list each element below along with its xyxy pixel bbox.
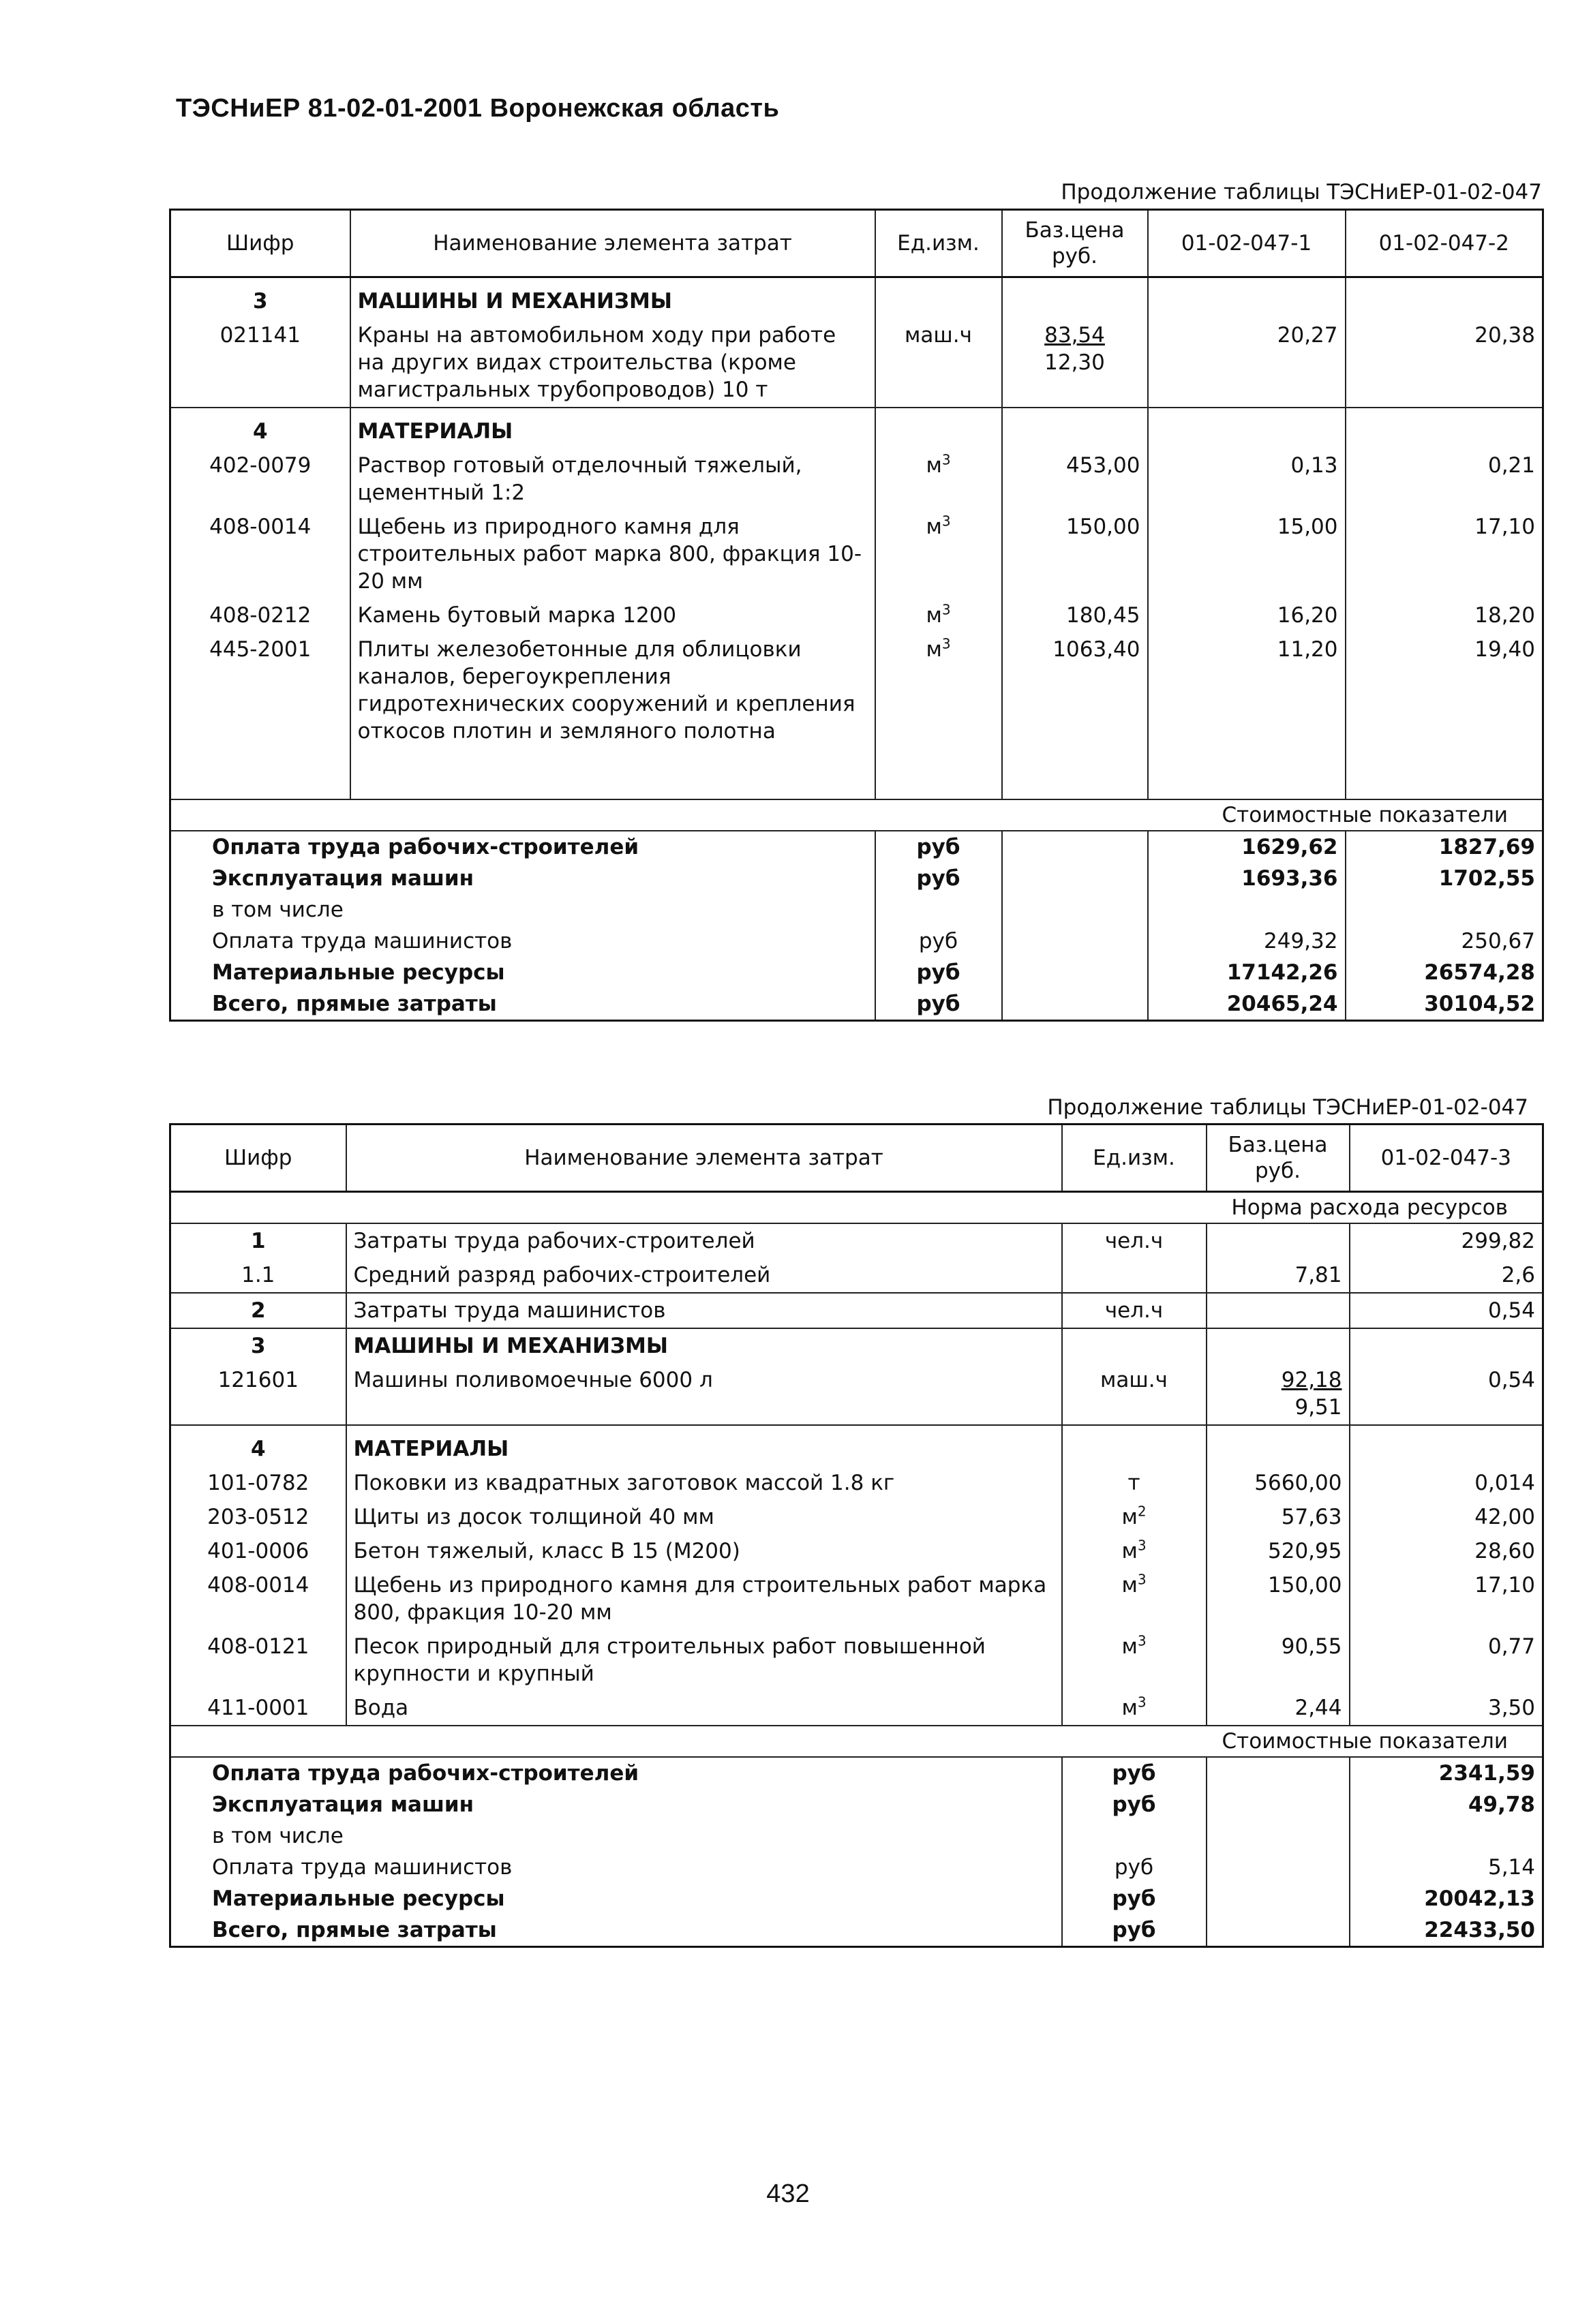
row-unit (1062, 1534, 1207, 1568)
price-machinist-value: 9,51 (1294, 1395, 1342, 1420)
header-col2: 01-02-047-2 (1346, 210, 1543, 277)
table-row (170, 632, 1543, 748)
row-code: 408-0121 (170, 1630, 346, 1691)
table-row (170, 318, 1543, 408)
summary-row (170, 831, 1543, 863)
page-number: 432 (766, 2180, 810, 2208)
row-code: 203-0512 (170, 1500, 346, 1534)
row-name: Затраты труда рабочих-строителей (346, 1223, 1062, 1258)
unit-exponent: 2 (1137, 1503, 1147, 1520)
summary-title: Стоимостные показатели (170, 1726, 1543, 1757)
row-name: Поковки из квадратных заготовок массой 1.8 кг (346, 1466, 1062, 1500)
summary-header-row (170, 799, 1543, 831)
row-code: 101-0782 (170, 1466, 346, 1500)
row-value-col1: 0,13 (1148, 448, 1346, 510)
summary-value-col1: 1629,62 (1148, 831, 1346, 863)
summary-name: в том числе (170, 1820, 1062, 1852)
row-price: 7,81 (1207, 1258, 1350, 1293)
row-value-col1: 0,54 (1350, 1363, 1543, 1425)
row-unit: $м^3$ (875, 448, 1002, 510)
row-value-col2: 0,21 (1346, 448, 1543, 510)
row-name: Песок природный для строительных работ повышенной крупности и крупный (346, 1630, 1062, 1691)
unit-exponent: 3 (1137, 1571, 1147, 1588)
summary-unit: руб (875, 863, 1002, 894)
header-unit: Ед.изм. (1062, 1125, 1207, 1192)
unit-text: м (926, 603, 942, 628)
summary-name: Оплата труда машинистов (170, 926, 875, 957)
row-name: Бетон тяжелый, класс В 15 (М200) (346, 1534, 1062, 1568)
row-unit: $м^3$ (875, 598, 1002, 632)
row-value-col1: 299,82 (1350, 1223, 1543, 1258)
row-name: Машины поливомоечные 6000 л (346, 1363, 1062, 1425)
summary-unit: руб (1062, 1757, 1207, 1789)
row-value-col2: 19,40 (1346, 632, 1543, 748)
row-name: Щиты из досок толщиной 40 мм (346, 1500, 1062, 1534)
section-row (170, 1328, 1543, 1363)
summary-value-col1: 2341,59 (1350, 1757, 1543, 1789)
summary-name: Материальные ресурсы (170, 957, 875, 988)
summary-title: Стоимостные показатели (170, 799, 1543, 831)
price-value: 92,18 (1281, 1368, 1342, 1392)
table-row (170, 448, 1543, 510)
summary-row (170, 926, 1543, 957)
row-name: Вода (346, 1691, 1062, 1726)
summary-name: Оплата труда машинистов (170, 1852, 1062, 1883)
row-value-col2: 18,20 (1346, 598, 1543, 632)
header-code: Шифр (170, 210, 350, 277)
summary-row (170, 1789, 1543, 1820)
summary-value-col2: 1702,55 (1346, 863, 1543, 894)
table-row (170, 1630, 1543, 1691)
summary-unit: руб (1062, 1789, 1207, 1820)
row-name: Щебень из природного камня для строительных работ марка 800, фракция 10-20 мм (350, 510, 875, 598)
row-value-col1: 17,10 (1350, 1568, 1543, 1630)
summary-name: Всего, прямые затраты (170, 1914, 1062, 1947)
row-code: 2 (170, 1293, 346, 1328)
row-code: 408-0014 (170, 510, 350, 598)
unit-text: м (1121, 1573, 1138, 1597)
row-value-col1: 16,20 (1148, 598, 1346, 632)
header-col1: 01-02-047-1 (1148, 210, 1346, 277)
summary-value-col2: 1827,69 (1346, 831, 1543, 863)
row-value-col1: 20,27 (1148, 318, 1346, 408)
summary-value-col1: 5,14 (1350, 1852, 1543, 1883)
unit-text: м (1121, 1634, 1138, 1659)
summary-row (170, 1757, 1543, 1789)
table-row (170, 1293, 1543, 1328)
summary-name: Эксплуатация машин (170, 863, 875, 894)
header-name: Наименование элемента затрат (346, 1125, 1062, 1192)
summary-row (170, 988, 1543, 1021)
summary-row (170, 1883, 1543, 1914)
row-unit (1062, 1630, 1207, 1691)
norm-title: Норма расхода ресурсов (170, 1192, 1543, 1224)
summary-value-col1: 22433,50 (1350, 1914, 1543, 1947)
table-row (170, 1466, 1543, 1500)
summary-header-row (170, 1726, 1543, 1757)
table2 (169, 1123, 1544, 1948)
row-price: 520,95 (1207, 1534, 1350, 1568)
header-base-price: Баз.цена руб. (1002, 210, 1148, 277)
table1-header-row (170, 210, 1543, 277)
norm-header-row (170, 1192, 1543, 1224)
row-code: 1.1 (170, 1258, 346, 1293)
blank-row (170, 748, 1543, 799)
section-title: МАТЕРИАЛЫ (350, 408, 875, 448)
row-unit (1062, 1258, 1207, 1293)
row-price: 90,55 (1207, 1630, 1350, 1691)
summary-value-col1: 17142,26 (1148, 957, 1346, 988)
summary-unit: руб (1062, 1914, 1207, 1947)
row-unit: чел.ч (1062, 1223, 1207, 1258)
table2-header-row (170, 1125, 1543, 1192)
table-row (170, 1534, 1543, 1568)
row-price: 150,00 (1002, 510, 1148, 598)
summary-row (170, 863, 1543, 894)
table-row (170, 1568, 1543, 1630)
summary-value-col1: 1693,36 (1148, 863, 1346, 894)
row-name: Краны на автомобильном ходу при работе на других видах строительства (кроме магистральных трубопроводов) 10 т (350, 318, 875, 408)
header-unit: Ед.изм. (875, 210, 1002, 277)
section-number: 4 (170, 1425, 346, 1466)
row-value-col1: 2,6 (1350, 1258, 1543, 1293)
summary-unit: руб (875, 988, 1002, 1021)
summary-row (170, 957, 1543, 988)
section-number: 4 (170, 408, 350, 448)
summary-row (170, 1914, 1543, 1947)
header-base-price: Баз.цена руб. (1207, 1125, 1350, 1192)
row-value-col1: 15,00 (1148, 510, 1346, 598)
row-value-col1: 0,54 (1350, 1293, 1543, 1328)
row-code: 121601 (170, 1363, 346, 1425)
row-unit: маш.ч (875, 318, 1002, 408)
section-row (170, 408, 1543, 448)
price-value: 83,54 (1044, 323, 1105, 348)
unit-exponent: 3 (1137, 1537, 1147, 1554)
table-row (170, 510, 1543, 598)
summary-value-col1: 249,32 (1148, 926, 1346, 957)
row-code: 402-0079 (170, 448, 350, 510)
unit-text: м (1121, 1696, 1138, 1720)
row-unit: чел.ч (1062, 1293, 1207, 1328)
row-unit (1062, 1691, 1207, 1726)
row-price (1207, 1363, 1350, 1425)
summary-unit: руб (1062, 1852, 1207, 1883)
row-price: 57,63 (1207, 1500, 1350, 1534)
summary-value-col1: 20042,13 (1350, 1883, 1543, 1914)
page-header: ТЭСНиЕР 81-02-01-2001 Воронежская область (176, 94, 780, 123)
row-name: Средний разряд рабочих-строителей (346, 1258, 1062, 1293)
section-row (170, 1425, 1543, 1466)
table2-continuation-caption: Продолжение таблицы ТЭСНиЕР-01-02-047 (1047, 1095, 1528, 1120)
unit-text: м (926, 515, 942, 539)
row-value-col1: 42,00 (1350, 1500, 1543, 1534)
summary-row (170, 1820, 1543, 1852)
table-row (170, 1258, 1543, 1293)
row-unit (1062, 1568, 1207, 1630)
row-value-col2: 17,10 (1346, 510, 1543, 598)
row-name: Плиты железобетонные для облицовки каналов, берегоукрепления гидротехнических сооружений и крепления откосов плотин и земляного полотна (350, 632, 875, 748)
row-code: 408-0014 (170, 1568, 346, 1630)
unit-exponent: 3 (1137, 1694, 1147, 1711)
row-value-col1: 3,50 (1350, 1691, 1543, 1726)
row-price: 453,00 (1002, 448, 1148, 510)
row-price (1207, 1223, 1350, 1258)
section-title: МАШИНЫ И МЕХАНИЗМЫ (350, 277, 875, 319)
summary-value-col2: 250,67 (1346, 926, 1543, 957)
row-code: 021141 (170, 318, 350, 408)
section-title: МАШИНЫ И МЕХАНИЗМЫ (346, 1328, 1062, 1363)
row-unit (1062, 1500, 1207, 1534)
row-name: Затраты труда машинистов (346, 1293, 1062, 1328)
table1-continuation-caption: Продолжение таблицы ТЭСНиЕР-01-02-047 (1061, 180, 1542, 204)
row-value-col1: 28,60 (1350, 1534, 1543, 1568)
row-code: 411-0001 (170, 1691, 346, 1726)
row-name: Щебень из природного камня для строительных работ марка 800, фракция 10-20 мм (346, 1568, 1062, 1630)
row-unit: $м^3$ (875, 510, 1002, 598)
row-code: 445-2001 (170, 632, 350, 748)
row-price: 150,00 (1207, 1568, 1350, 1630)
summary-name: в том числе (170, 894, 875, 926)
section-number: 3 (170, 277, 350, 319)
summary-value-col1: 49,78 (1350, 1789, 1543, 1820)
summary-unit: руб (875, 831, 1002, 863)
section-title: МАТЕРИАЛЫ (346, 1425, 1062, 1466)
unit-text: м (926, 453, 942, 478)
row-code: 1 (170, 1223, 346, 1258)
header-code: Шифр (170, 1125, 346, 1192)
row-price: 5660,00 (1207, 1466, 1350, 1500)
table-row (170, 1691, 1543, 1726)
row-price: 2,44 (1207, 1691, 1350, 1726)
summary-row (170, 1852, 1543, 1883)
unit-text: м (926, 637, 942, 662)
unit-text: м (1121, 1539, 1138, 1563)
unit-exponent: 3 (1137, 1632, 1147, 1649)
table-row (170, 1223, 1543, 1258)
summary-unit: руб (875, 957, 1002, 988)
row-code: 401-0006 (170, 1534, 346, 1568)
row-name: Камень бутовый марка 1200 (350, 598, 875, 632)
row-name: Раствор готовый отделочный тяжелый, цементный 1:2 (350, 448, 875, 510)
table-row (170, 1500, 1543, 1534)
summary-row (170, 894, 1543, 926)
summary-name: Эксплуатация машин (170, 1789, 1062, 1820)
summary-name: Оплата труда рабочих-строителей (170, 1757, 1062, 1789)
row-price (1002, 318, 1148, 408)
row-price: 180,45 (1002, 598, 1148, 632)
section-row (170, 277, 1543, 319)
summary-unit: руб (875, 926, 1002, 957)
summary-value-col2: 30104,52 (1346, 988, 1543, 1021)
summary-name: Материальные ресурсы (170, 1883, 1062, 1914)
row-unit: маш.ч (1062, 1363, 1207, 1425)
header-col1: 01-02-047-3 (1350, 1125, 1543, 1192)
summary-name: Всего, прямые затраты (170, 988, 875, 1021)
row-value-col1: 0,77 (1350, 1630, 1543, 1691)
row-price: 1063,40 (1002, 632, 1148, 748)
summary-value-col2: 26574,28 (1346, 957, 1543, 988)
section-number: 3 (170, 1328, 346, 1363)
summary-name: Оплата труда рабочих-строителей (170, 831, 875, 863)
table-row (170, 598, 1543, 632)
row-value-col1: 11,20 (1148, 632, 1346, 748)
row-code: 408-0212 (170, 598, 350, 632)
summary-value-col1: 20465,24 (1148, 988, 1346, 1021)
row-unit: $м^3$ (875, 632, 1002, 748)
table1 (169, 209, 1544, 1022)
unit-text: м (1121, 1505, 1138, 1529)
row-value-col2: 20,38 (1346, 318, 1543, 408)
row-unit: т (1062, 1466, 1207, 1500)
price-machinist-value: 12,30 (1044, 350, 1105, 375)
row-value-col1: 0,014 (1350, 1466, 1543, 1500)
summary-unit: руб (1062, 1883, 1207, 1914)
table-row (170, 1363, 1543, 1425)
row-price (1207, 1293, 1350, 1328)
header-name: Наименование элемента затрат (350, 210, 875, 277)
